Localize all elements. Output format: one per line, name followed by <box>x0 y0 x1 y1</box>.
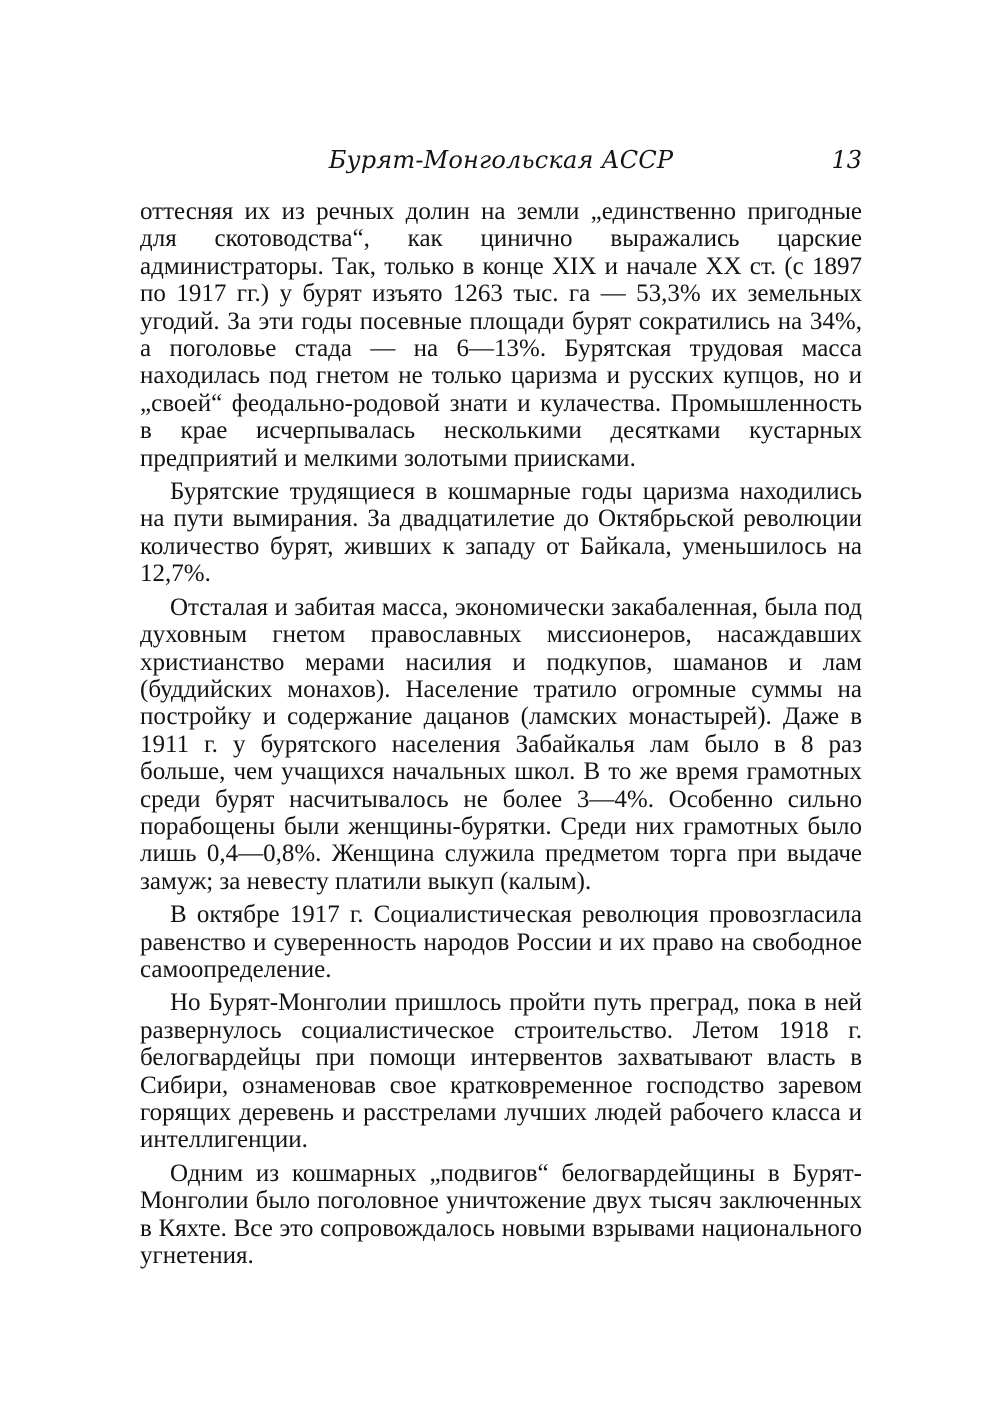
paragraph: Одним из кошмарных „подвигов“ белогвардейщины в Бурят-Монголии было поголовное уничтожение двух тысяч заключенных в Кяхте. Все это сопровождалось новыми взрывами национального угнетения. <box>140 1159 862 1270</box>
paragraph: Бурятские трудящиеся в кошмарные годы царизма находились на пути вымирания. За двадцатилетие до Октябрьской революции количество бурят, живших к западу от Байкала, уменьшилось на 12,7%. <box>140 478 862 588</box>
paragraph: В октябре 1917 г. Социалистическая революция провозгласила равенство и суверенность народов России и их право на свободное самоопределение. <box>140 901 862 983</box>
page-number: 13 <box>831 146 862 174</box>
paragraph: оттесняя их из речных долин на земли „единственно пригодные для скотоводства“, как цинично выражались царские администраторы. Так, только в конце XIX и начале XX ст. (с 1897 по 1917 гг.) у бурят изъято 1263 тыс. га — 53,3% их земельных угодий. За эти годы посевные площади бурят сократились на 34%, а поголовье стада — на 6—13%. Бурятская трудовая масса находилась под гнетом не только царизма и русских купцов, но и „своей“ феодально-родовой знати и кулачества. Промышленность в крае исчерпывалась несколькими десятками кустарных предприятий и мелкими золотыми приисками. <box>140 198 862 472</box>
book-page <box>140 140 862 1340</box>
running-title: Бурят-Монгольская АССР <box>328 146 674 174</box>
paragraph: Но Бурят-Монголии пришлось пройти путь преград, пока в ней развернулось социалистическое строительство. Летом 1918 г. белогвардейцы при помощи интервентов захватывают власть в Сибири, ознаменовав свое кратковременное господство заревом горящих деревень и расстрелами лучших людей рабочего класса и интеллигенции. <box>140 989 862 1154</box>
body-text <box>140 198 862 1269</box>
paragraph: Отсталая и забитая масса, экономически закабаленная, была под духовным гнетом православных миссионеров, насаждавших христианство мерами насилия и подкупов, шаманов и лам (буддийских монахов). Население тратило огромные суммы на постройку и содержание дацанов (ламских монастырей). Даже в 1911 г. у бурятского населения Забайкалья лам было в 8 раз больше, чем учащихся начальных школ. В то же время грамотных среди бурят насчитывалось не более 3—4%. Особенно сильно порабощены были женщины-бурятки. Среди них грамотных было лишь 0,4—0,8%. Женщина служила предметом торга при выдаче замуж; за невесту платили выкуп (калым). <box>140 593 862 895</box>
running-header <box>140 140 862 180</box>
